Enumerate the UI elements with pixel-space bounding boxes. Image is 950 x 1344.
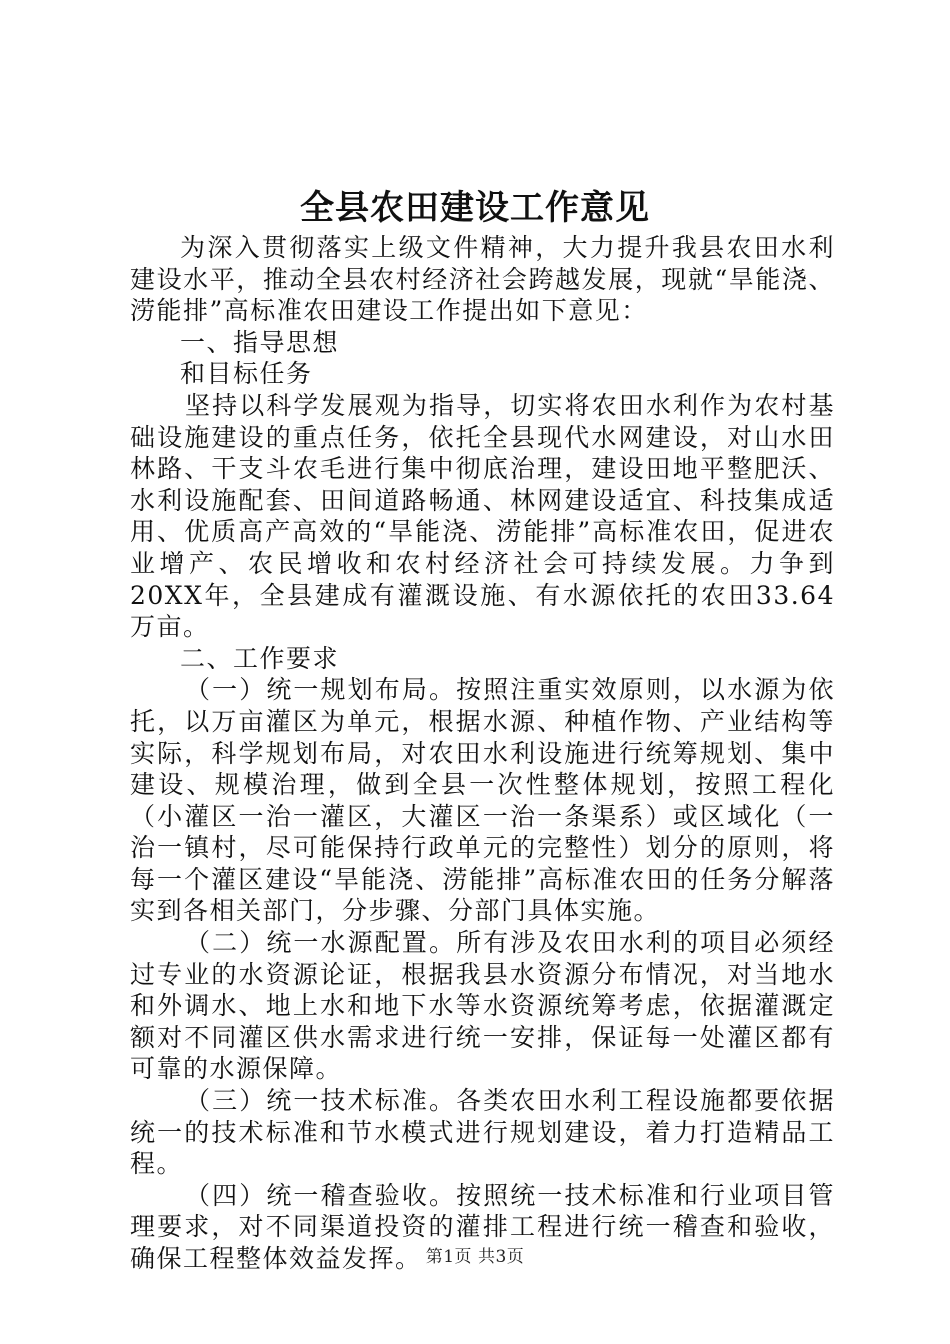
requirement-4-paragraph: （四）统一稽查验收。按照统一技术标准和行业项目管理要求，对不同渠道投资的灌排工程进行统一稽查和验收，确保工程整体效益发挥。: [130, 1180, 835, 1273]
document-title: 全县农田建设工作意见: [300, 188, 650, 228]
requirement-3-paragraph: （三）统一技术标准。各类农田水利工程设施都要依据统一的技术标准和节水模式进行规划建设，着力打造精品工程。: [130, 1086, 835, 1179]
section-heading-work-requirements: 二、工作要求: [180, 643, 340, 673]
section-heading-goals: 和目标任务: [180, 359, 313, 389]
section-heading-guiding-ideology: 一、指导思想: [180, 327, 340, 357]
requirement-2-paragraph: （二）统一水源配置。所有涉及农田水利的项目必须经过专业的水资源论证，根据我县水资源分布情况，对当地水和外调水、地上水和地下水等水资源统筹考虑，依据灌溉定额对不同灌区供水需求进行统一安排，保证每一处灌区都有可靠的水源保障。: [130, 928, 835, 1084]
requirement-1-paragraph: （一）统一规划布局。按照注重实效原则，以水源为依托，以万亩灌区为单元，根据水源、种植作物、产业结构等实际，科学规划布局，对农田水利设施进行统筹规划、集中建设、规模治理，做到全县一次性整体规划，按照工程化（小灌区一治一灌区，大灌区一治一条渠系）或区域化（一治一镇村，尽可能保持行政单元的完整性）划分的原则，将每一个灌区建设“旱能浇、涝能排”高标准农田的任务分解落实到各相关部门，分步骤、分部门具体实施。: [130, 675, 835, 926]
page-number-footer: 第1页 共3页: [425, 1247, 525, 1267]
guiding-ideology-paragraph: 坚持以科学发展观为指导，切实将农田水利作为农村基础设施建设的重点任务，依托全县现代水网建设，对山水田林路、干支斗农毛进行集中彻底治理，建设田地平整肥沃、水利设施配套、田间道路畅通、林网建设适宜、科技集成适用、优质高产高效的“旱能浇、涝能排”高标准农田，促进农业增产、农民增收和农村经济社会可持续发展。力争到20XX年，全县建成有灌溉设施、有水源依托的农田33.64万亩。: [130, 390, 835, 642]
intro-paragraph: 为深入贯彻落实上级文件精神，大力提升我县农田水利建设水平，推动全县农村经济社会跨越发展，现就“旱能浇、涝能排”高标准农田建设工作提出如下意见：: [130, 233, 835, 326]
document-body: [130, 232, 835, 1275]
